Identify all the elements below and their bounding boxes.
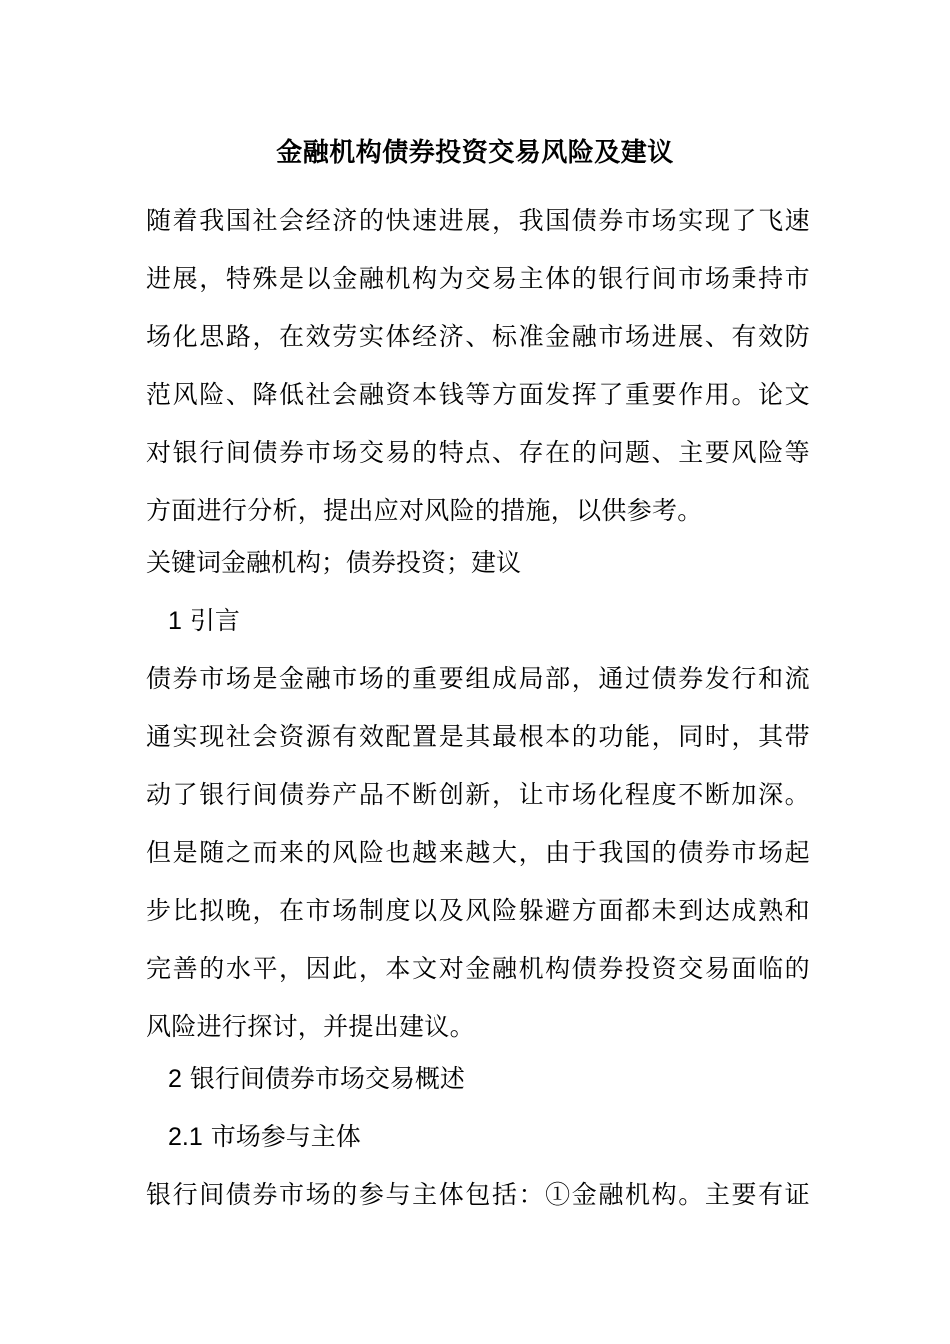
intro-line: 债券市场是金融市场的重要组成局部，通过债券发行和流: [146, 664, 810, 693]
document-title: 金融机构债券投资交易风险及建议: [276, 138, 674, 168]
section-number: 2.1: [168, 1123, 203, 1151]
abstract-line: 范风险、降低社会融资本钱等方面发挥了重要作用。论文: [146, 380, 810, 409]
abstract-line: 场化思路，在效劳实体经济、标准金融市场进展、有效防: [146, 322, 810, 351]
section-1-heading: [168, 592, 240, 650]
abstract-line: 对银行间债券市场交易的特点、存在的问题、主要风险等: [146, 438, 810, 467]
intro-line: 通实现社会资源有效配置是其最根本的功能，同时，其带: [146, 722, 810, 751]
section-title: 银行间债券市场交易概述: [189, 1064, 465, 1093]
section-2-1-heading: [168, 1108, 361, 1166]
participants-line: 银行间债券市场的参与主体包括：①金融机构。主要有证: [146, 1180, 810, 1209]
participants-paragraph: [146, 1166, 810, 1224]
section-title: 引言: [189, 606, 240, 635]
section-number: 2: [168, 1065, 182, 1093]
abstract-line: 随着我国社会经济的快速进展，我国债券市场实现了飞速: [146, 206, 810, 235]
abstract-paragraph: [146, 192, 810, 540]
abstract-line: 进展，特殊是以金融机构为交易主体的银行间市场秉持市: [146, 264, 810, 293]
section-2-heading: [168, 1050, 465, 1108]
keywords-line: 关键词金融机构；债券投资；建议: [146, 548, 522, 577]
intro-line: 但是随之而来的风险也越来越大，由于我国的债券市场起: [146, 838, 810, 867]
intro-line: 步比拟晚，在市场制度以及风险躲避方面都未到达成熟和: [146, 896, 810, 925]
intro-paragraph: [146, 650, 810, 1056]
abstract-line: 方面进行分析，提出应对风险的措施，以供参考。: [146, 496, 703, 525]
section-title: 市场参与主体: [210, 1122, 361, 1151]
intro-line: 风险进行探讨，并提出建议。: [146, 1012, 475, 1041]
intro-line: 完善的水平，因此，本文对金融机构债券投资交易面临的: [146, 954, 810, 983]
section-number: 1: [168, 607, 182, 635]
intro-line: 动了银行间债券产品不断创新，让市场化程度不断加深。: [146, 780, 810, 809]
